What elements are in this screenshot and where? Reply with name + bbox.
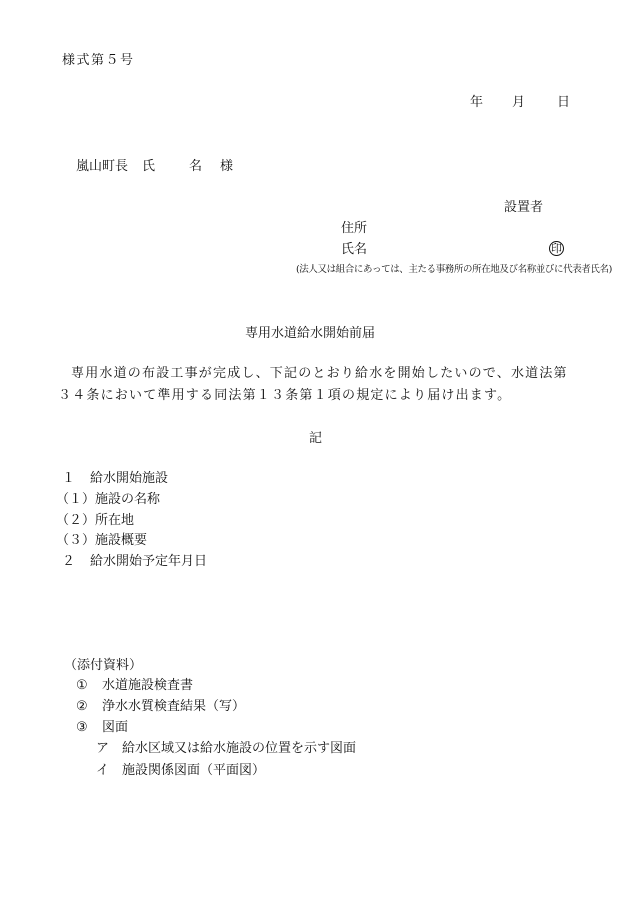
item-1-2-number: （２）: [56, 513, 96, 528]
date-year-label: 年: [470, 95, 484, 110]
form-number: 様式第５号: [62, 53, 135, 68]
installer-label: 設置者: [504, 200, 544, 215]
addressee-shi: 氏: [142, 159, 156, 174]
item-2-number: ２: [62, 554, 76, 569]
attachment-2-marker: ②: [76, 699, 88, 714]
item-2: [62, 554, 207, 570]
item-1: [62, 471, 168, 487]
addressee-mayor: 嵐山町長: [76, 159, 129, 174]
date-day-label: 日: [557, 95, 571, 110]
address-label: 住所: [341, 221, 368, 236]
item-1-3-number: （３）: [56, 533, 96, 548]
item-2-label: 給水開始予定年月日: [90, 554, 208, 569]
date-month-label: 月: [512, 95, 526, 110]
name-label: 氏名: [341, 242, 368, 257]
attachments-heading: （添付資料）: [64, 658, 143, 673]
attachment-3b-marker: イ: [96, 763, 110, 778]
item-1-1: [56, 492, 160, 508]
seal-mark: 印: [551, 242, 562, 255]
attachment-3a-label: 給水区域又は給水施設の位置を示す図面: [122, 741, 357, 756]
item-1-label: 給水開始施設: [90, 471, 169, 486]
item-1-2: [56, 513, 134, 529]
body-paragraph: 専用水道の布設工事が完成し、下記のとおり給水を開始したいので、水道法第３４条において準用する同法第１３条第１項の規定により届け出ます。: [58, 366, 568, 403]
attachment-3: [76, 720, 128, 736]
item-1-1-label: 施設の名称: [95, 492, 161, 507]
document-title: 専用水道給水開始前届: [245, 326, 376, 341]
attachment-3a-marker: ア: [96, 741, 110, 756]
item-1-3-label: 施設概要: [95, 533, 148, 548]
attachment-2: [76, 699, 245, 715]
attachment-1: [76, 678, 193, 694]
attachment-2-label: 浄水水質検査結果（写）: [102, 699, 246, 714]
attachment-1-marker: ①: [76, 678, 88, 693]
attachment-3b-label: 施設関係図面（平面図）: [122, 763, 266, 778]
attachment-3b: [96, 763, 265, 779]
item-1-2-label: 所在地: [95, 513, 135, 528]
addressee-line: [76, 159, 233, 175]
attachment-3-marker: ③: [76, 720, 88, 735]
attachment-3a: [96, 741, 356, 757]
corporate-note: (法人又は組合にあっては、主たる事務所の所在地及び名称並びに代表者氏名): [296, 264, 612, 275]
attachment-3-label: 図面: [102, 720, 129, 735]
addressee-honorific: 様: [220, 159, 234, 174]
item-1-number: １: [62, 471, 76, 486]
addressee-mei: 名: [189, 159, 203, 174]
item-1-3: [56, 533, 147, 549]
attachment-1-label: 水道施設検査書: [102, 678, 194, 693]
ki-heading: 記: [309, 431, 323, 446]
item-1-1-number: （１）: [56, 492, 96, 507]
